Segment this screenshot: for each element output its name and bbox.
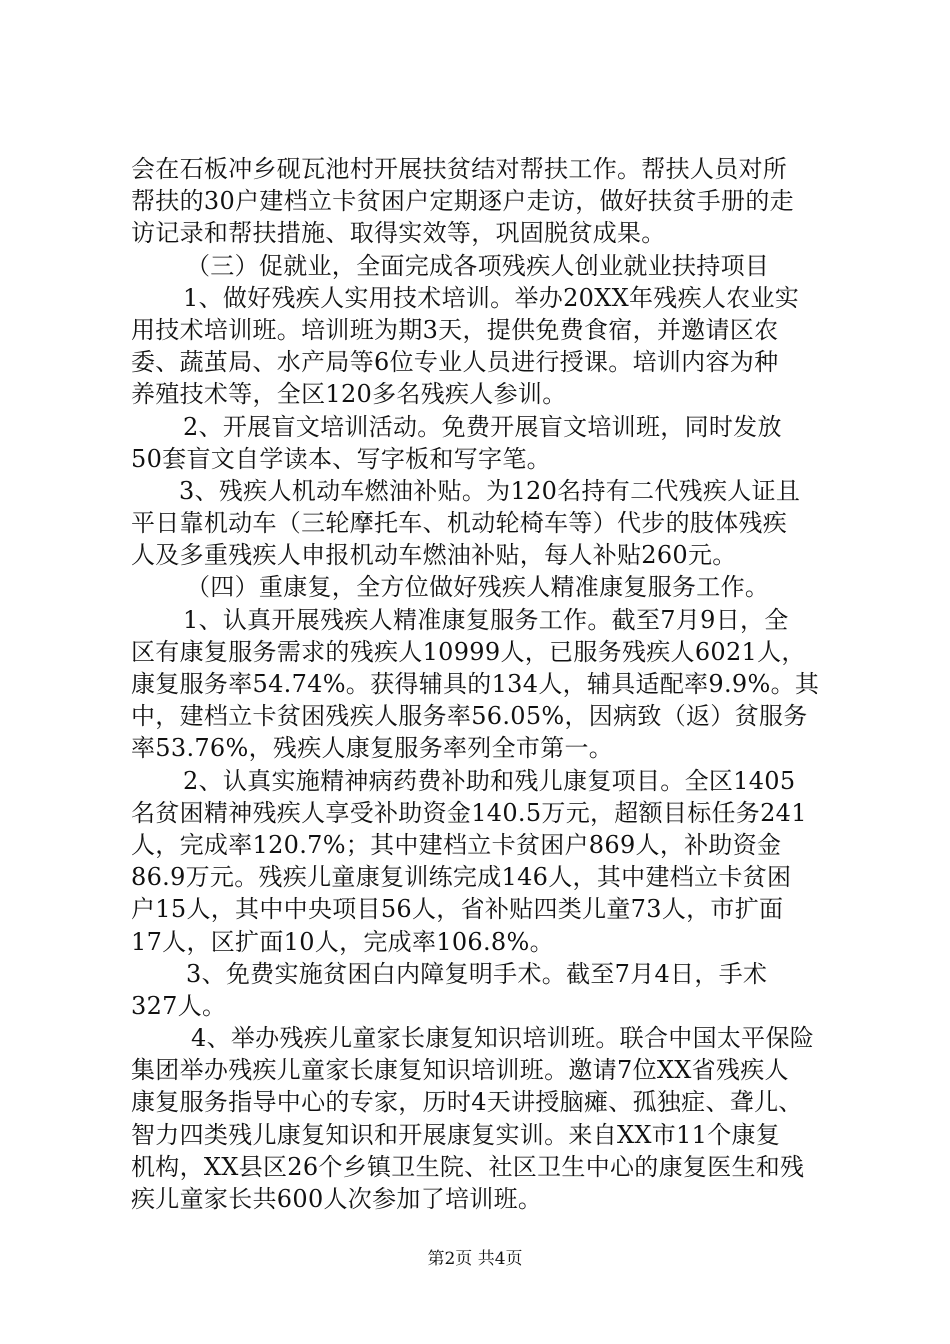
text-line: 智力四类残儿康复知识和开展康复实训。来自XX市11个康复	[131, 1120, 781, 1149]
section-heading: （四）重康复，全方位做好残疾人精准康复服务工作。	[186, 573, 770, 602]
text-line: 机构，XX县区26个乡镇卫生院、社区卫生中心的康复医生和残	[131, 1152, 805, 1181]
text-line: 访记录和帮扶措施、取得实效等，巩固脱贫成果。	[131, 219, 666, 248]
text-line: 86.9万元。残疾儿童康复训练完成146人，其中建档立卡贫困	[131, 863, 792, 892]
document-body	[131, 153, 831, 1215]
text-line: 康复服务率54.74%。获得辅具的134人，辅具适配率9.9%。其	[131, 670, 820, 698]
text-line: 1、认真开展残疾人精准康复服务工作。截至7月9日，全	[183, 605, 789, 634]
text-line: 率53.76%，残疾人康复服务率列全市第一。	[131, 734, 614, 763]
page-number-footer: 第2页 共4页	[427, 1249, 523, 1269]
text-line: 327人。	[131, 991, 227, 1020]
text-line: 2、认真实施精神病药费补助和残儿康复项目。全区1405	[183, 766, 796, 795]
text-line: 名贫困精神残疾人享受补助资金140.5万元，超额目标任务241	[131, 798, 807, 827]
text-line: 户15人，其中中央项目56人，省补贴四类儿童73人，市扩面	[131, 895, 784, 924]
text-line: 人，完成率120.7%；其中建档立卡贫困户869人，补助资金	[131, 830, 782, 859]
text-line: 2、开展盲文培训活动。免费开展盲文培训班，同时发放	[183, 412, 782, 441]
text-line: 康复服务指导中心的专家，历时4天讲授脑瘫、孤独症、聋儿、	[131, 1088, 803, 1117]
text-line: 3、免费实施贫困白内障复明手术。截至7月4日，手术	[186, 959, 768, 988]
section-heading: （三）促就业，全面完成各项残疾人创业就业扶持项目	[186, 251, 770, 280]
text-line: 疾儿童家长共600人次参加了培训班。	[131, 1185, 543, 1213]
text-line: 养殖技术等，全区120多名残疾人参训。	[131, 380, 567, 409]
text-line: 平日靠机动车（三轮摩托车、机动轮椅车等）代步的肢体残疾	[131, 509, 788, 538]
text-line: 1、做好残疾人实用技术培训。举办20XX年残疾人农业实	[183, 283, 800, 312]
text-line: 区有康复服务需求的残疾人10999人，已服务残疾人6021人，	[131, 637, 806, 666]
text-line: 委、蔬茧局、水产局等6位专业人员进行授课。培训内容为种	[131, 348, 779, 377]
text-line: 集团举办残疾儿童家长康复知识培训班。邀请7位XX省残疾人	[131, 1056, 789, 1085]
text-line: 50套盲文自学读本、写字板和写字笔。	[131, 444, 551, 473]
text-line: 3、残疾人机动车燃油补贴。为120名持有二代残疾人证且	[179, 476, 801, 505]
text-line: 4、举办残疾儿童家长康复知识培训班。联合中国太平保险	[191, 1024, 815, 1053]
text-line: 用技术培训班。培训班为期3天，提供免费食宿，并邀请区农	[131, 315, 779, 344]
text-line: 会在石板冲乡砚瓦池村开展扶贫结对帮扶工作。帮扶人员对所	[131, 155, 788, 183]
text-line: 17人，区扩面10人，完成率106.8%。	[131, 927, 554, 956]
text-line: 中，建档立卡贫困残疾人服务率56.05%，因病致（返）贫服务	[131, 702, 808, 731]
text-line: 人及多重残疾人申报机动车燃油补贴，每人补贴260元。	[131, 541, 737, 570]
text-line: 帮扶的30户建档立卡贫困户定期逐户走访，做好扶贫手册的走	[131, 187, 794, 216]
